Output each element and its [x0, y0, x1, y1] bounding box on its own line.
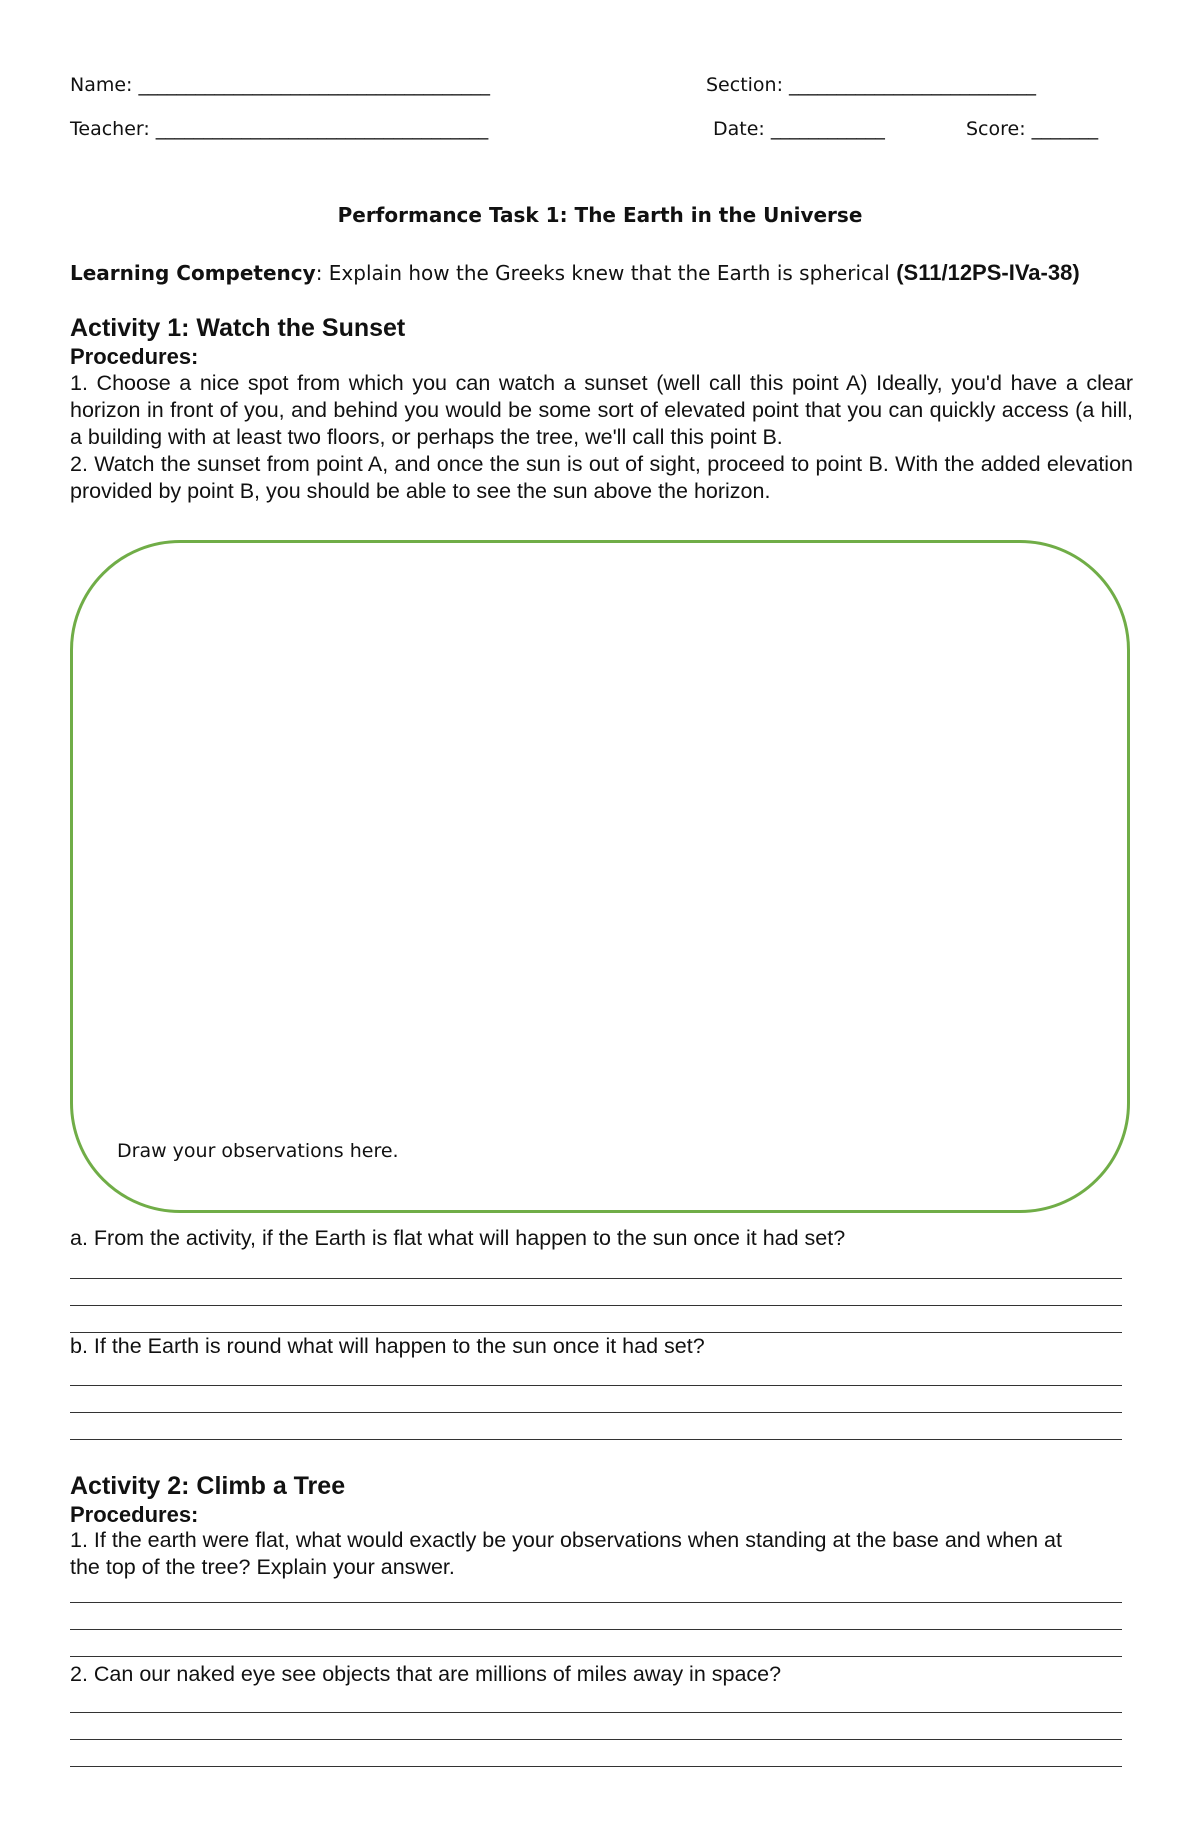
- question-b: b. If the Earth is round what will happen to the sun once it had set?: [70, 1334, 705, 1358]
- activity2-question1: 1. If the earth were flat, what would exactly be your observations when standing at the base and when at the top of the tree? Explain your answer.: [70, 1528, 1062, 1579]
- activity2-procedures-label: Procedures:: [70, 1502, 199, 1527]
- answer-line-d3[interactable]: [70, 1766, 1122, 1767]
- activity1-step2: 2. Watch the sunset from point A, and once the sun is out of sight, proceed to point B. With the added elevation provided by point B, you should be able to see the sun above the horizon.: [70, 452, 1133, 503]
- answer-line-c2[interactable]: [70, 1629, 1122, 1630]
- activity1-procedures-label: Procedures:: [70, 344, 199, 369]
- teacher-field[interactable]: Teacher: ___________________________________: [70, 118, 489, 140]
- activity2-heading: Activity 2: Climb a Tree: [70, 1472, 346, 1500]
- activity1-heading: Activity 1: Watch the Sunset: [70, 314, 406, 342]
- observation-drawing-box[interactable]: [70, 540, 1130, 1213]
- competency-code: (S11/12PS-IVa-38): [896, 260, 1080, 285]
- answer-line-a1[interactable]: [70, 1278, 1122, 1279]
- answer-line-b2[interactable]: [70, 1412, 1122, 1413]
- question-a: a. From the activity, if the Earth is flat what will happen to the sun once it had set?: [70, 1226, 846, 1250]
- page-title: Performance Task 1: The Earth in the Universe: [337, 203, 863, 227]
- name-field[interactable]: Name: _____________________________________: [70, 74, 490, 96]
- answer-line-c3[interactable]: [70, 1656, 1122, 1657]
- answer-line-b3[interactable]: [70, 1439, 1122, 1440]
- answer-line-c1[interactable]: [70, 1602, 1122, 1603]
- answer-line-a3[interactable]: [70, 1332, 1122, 1333]
- section-field[interactable]: Section: __________________________: [706, 74, 1037, 96]
- score-field[interactable]: Score: _______: [966, 118, 1099, 140]
- observation-box-label: Draw your observations here.: [117, 1140, 399, 1162]
- answer-line-b1[interactable]: [70, 1385, 1122, 1386]
- answer-line-d1[interactable]: [70, 1712, 1122, 1713]
- learning-competency: [70, 260, 1080, 286]
- activity1-step1: 1. Choose a nice spot from which you can watch a sunset (well call this point A) Ideally, you'd have a clear horizon in front of you, and behind you would be some sort of elevated point that you can quickly access (a hill, a building with at least two floors, or perhaps the tree, we'll call this point B.: [70, 371, 1133, 449]
- activity2-question2: 2. Can our naked eye see objects that are millions of miles away in space?: [70, 1662, 782, 1686]
- answer-line-d2[interactable]: [70, 1739, 1122, 1740]
- answer-line-a2[interactable]: [70, 1305, 1122, 1306]
- competency-text: : Explain how the Greeks knew that the Earth is spherical: [315, 261, 897, 285]
- competency-label: Learning Competency: [70, 261, 316, 285]
- date-field[interactable]: Date: ____________: [713, 118, 885, 140]
